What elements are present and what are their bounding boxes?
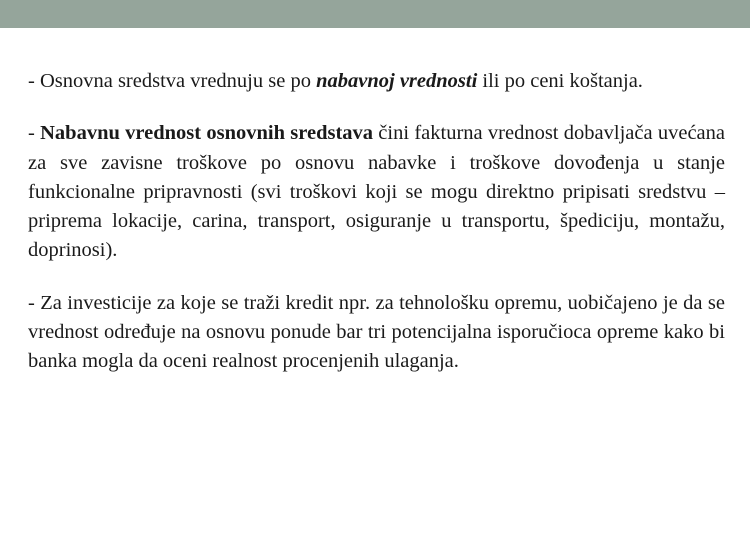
paragraph-1-prefix: - Osnovna sredstva vrednuju se po — [28, 70, 317, 92]
paragraph-investment-credit: - Za investicije za koje se traži kredit npr. za tehnološku opremu, uobičajeno je da se vrednost određuje na osnovu ponude bar tri potencijalna isporučioca opreme kako bi banka mogla da oceni realnost procenjenih ulaganja. — [28, 291, 725, 373]
paragraph-1-suffix: ili po ceni koštanja. — [477, 70, 643, 92]
paragraph-fixed-assets-valuation — [28, 67, 725, 96]
paragraph-1-emphasis: nabavnoj vrednosti — [316, 70, 478, 92]
paragraph-acquisition-value — [28, 119, 725, 265]
paragraph-2-prefix: - — [28, 122, 41, 145]
slide-top-bar — [0, 0, 750, 28]
paragraph-2-suffix: čini fakturna vrednost dobavljača uvećana za sve zavisne troškove po osnovu nabavke i troškove dovođenja u stanje funkcionalne pripravnosti (svi troškovi koji se mogu direktno pripisati sredstvu – priprema lokacije, carina, transport, osiguranje u transportu, špediciju, montažu, doprinosi). — [28, 122, 725, 262]
slide-content — [28, 67, 725, 377]
paragraph-2-emphasis: Nabavnu vrednost osnovnih sredstava — [40, 122, 374, 145]
